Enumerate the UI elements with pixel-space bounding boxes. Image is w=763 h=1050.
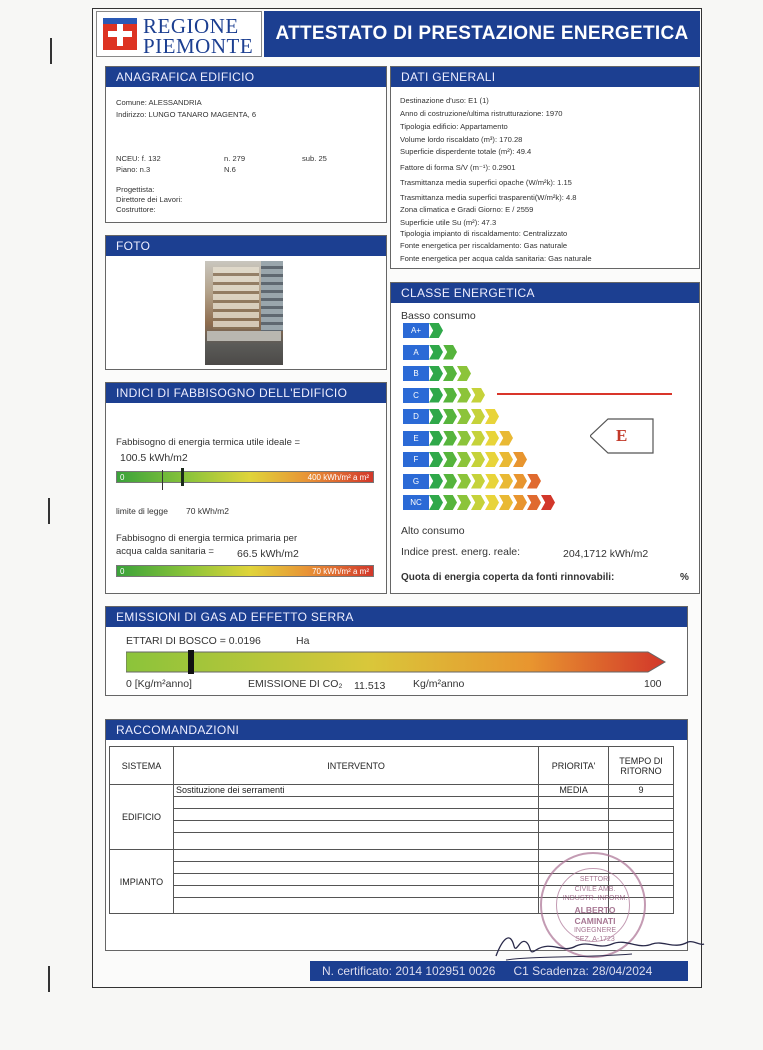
document-title: ATTESTATO DI PRESTAZIONE ENERGETICA [264,11,700,57]
stamp-text: ALBERTO [574,905,616,915]
nceu-field: NCEU: f. 132 [116,154,161,163]
classe-heading: CLASSE ENERGETICA [391,283,699,303]
piemonte-flag-icon [103,18,137,50]
piano-field: Piano: n.3 [116,165,151,174]
dati-generali-row: Fattore di forma S/V (m⁻¹): 0.2901 [400,163,516,172]
emissione-unit: Kg/m²anno [413,678,465,690]
direttore-field: Direttore dei Lavori: [116,195,183,204]
signature [492,920,707,964]
dati-generali-row: Trasmittanza media superfici trasparenti(W/m²k): 4.8 [400,193,577,202]
stamp-text: SEZ. A-1723 [575,936,615,943]
bar2-start-label: 0 [120,567,125,576]
fabbisogno-ideale-value: 100.5 kWh/m2 [120,452,188,464]
expiry-date: C1 Scadenza: 28/04/2024 [513,964,653,978]
n6-field: N.6 [224,165,236,174]
basso-consumo-label: Basso consumo [401,310,476,322]
fabbisogno-ideale-marker [181,468,184,486]
table-row [110,821,674,833]
alto-consumo-label: Alto consumo [401,525,465,537]
emissione-label: EMISSIONE DI CO₂ [248,678,343,690]
bar1-start-label: 0 [120,473,125,482]
quota-unit: % [680,572,689,583]
fabbisogno-primaria-value: 66.5 kWh/m2 [237,548,299,560]
fabbisogno-ideale-bar [116,471,374,483]
binding-mark [48,966,50,992]
logo-text-line2: PIEMONTE [143,34,254,58]
indici-heading: INDICI DI FABBISOGNO DELL'EDIFICIO [106,383,386,403]
limite-label: limite di legge [116,506,168,516]
stamp-text: CAMINATI [574,916,616,926]
indirizzo-field: Indirizzo: LUNGO TANARO MAGENTA, 6 [116,110,257,119]
energy-class-label: A+ [403,323,429,338]
emissioni-heading: EMISSIONI DI GAS AD EFFETTO SERRA [106,607,687,627]
ettari-bosco-label: ETTARI DI BOSCO = 0.0196 [126,635,261,647]
bar1-end-label: 400 kWh/m² a m² [307,473,369,482]
dati-generali-row: Tipologia impianto di riscaldamento: Centralizzato [400,229,568,238]
table-row [110,833,674,850]
dati-generali-row: Superficie utile Su (m²): 47.3 [400,218,497,227]
emissioni-scale-bar [126,651,666,673]
binding-mark [50,38,52,64]
intervento-cell: Sostituzione dei serramenti [173,785,538,797]
stamp-text: CIVILE AMB. [574,886,616,893]
energy-class-label: NC [403,495,429,510]
dati-generali-row: Fonte energetica per acqua calda sanitaria: Gas naturale [400,254,592,263]
certificate-footer [310,961,688,981]
dati-generali-heading: DATI GENERALI [391,67,699,87]
scale-start-label: 0 [Kg/m²anno] [126,678,192,690]
table-row [110,797,674,809]
priorita-cell: MEDIA [539,785,609,797]
stamp-text: INDUSTR. INFORM. [562,895,628,902]
indice-label: Indice prest. energ. reale: [401,546,521,558]
col-intervento: INTERVENTO [173,747,538,785]
scale-end-label: 100 [644,678,662,690]
certificate-number: N. certificato: 2014 102951 0026 [322,964,496,978]
col-tempo: TEMPO DI RITORNO [609,747,674,785]
sub-field: sub. 25 [302,154,327,163]
energy-class-label: F [403,452,429,467]
dati-generali-row: Trasmittanza media superfici opache (W/m²k): 1.15 [400,178,572,187]
table-row [110,809,674,821]
binding-mark [48,498,50,524]
numero-field: n. 279 [224,154,246,163]
dati-generali-row: Fonte energetica per riscaldamento: Gas naturale [400,241,568,250]
dati-generali-row: Zona climatica e Gradi Giorno: E / 2559 [400,205,534,214]
current-class-letter: E [616,426,628,445]
stamp-text: INGEGNERE [573,927,616,934]
energy-class-label: D [403,409,429,424]
fabbisogno-primaria-bar [116,565,374,577]
impianto-cell: IMPIANTO [110,850,174,914]
dati-generali-row: Volume lordo riscaldato (m³): 170.28 [400,135,523,144]
indice-value: 204,1712 kWh/m2 [563,548,649,560]
ettari-bosco-unit: Ha [296,635,310,647]
dati-generali-row: Anno di costruzione/ultima ristrutturazione: 1970 [400,109,563,118]
emissione-marker [188,650,194,674]
energy-class-label: E [403,431,429,446]
foto-heading: FOTO [106,236,386,256]
energy-class-label: B [403,366,429,381]
raccomandazioni-heading: RACCOMANDAZIONI [106,720,687,740]
energy-class-label: G [403,474,429,489]
dati-generali-row: Tipologia edificio: Appartamento [400,122,508,131]
fabbisogno-ideale-label: Fabbisogno di energia termica utile ideale = [116,437,301,448]
col-priorita: PRIORITA' [539,747,609,785]
logo-text-line1: REGIONE [143,14,239,38]
col-sistema: SISTEMA [110,747,174,785]
fabbisogno-primaria-label1: Fabbisogno di energia termica primaria per [116,533,298,544]
tempo-cell: 9 [609,785,674,797]
stamp-text: SETTORI [579,876,611,883]
table-row [110,785,674,797]
energy-class-label: A [403,345,429,360]
building-photo [205,261,283,365]
quota-label: Quota di energia coperta da fonti rinnovabili: [401,572,615,583]
comune-field: Comune: ALESSANDRIA [116,98,202,107]
progettista-field: Progettista: [116,185,155,194]
energy-class-label: C [403,388,429,403]
limite-value: 70 kWh/m2 [186,506,229,516]
dati-generali-row: Superficie disperdente totale (m²): 49.4 [400,147,532,156]
emissione-value: 11.513 [354,680,386,692]
fabbisogno-primaria-label2: acqua calda sanitaria = [116,546,214,557]
anagrafica-heading: ANAGRAFICA EDIFICIO [106,67,386,87]
indici-section [105,382,387,594]
regione-piemonte-logo [96,11,262,57]
dati-generali-row: Destinazione d'uso: E1 (1) [400,96,489,105]
reference-line [497,393,672,395]
costruttore-field: Costruttore: [116,205,156,214]
edificio-cell: EDIFICIO [110,785,174,850]
current-class-indicator [590,418,654,454]
bar2-end-label: 70 kWh/m² a m² [312,567,369,576]
limite-tick [162,470,163,490]
